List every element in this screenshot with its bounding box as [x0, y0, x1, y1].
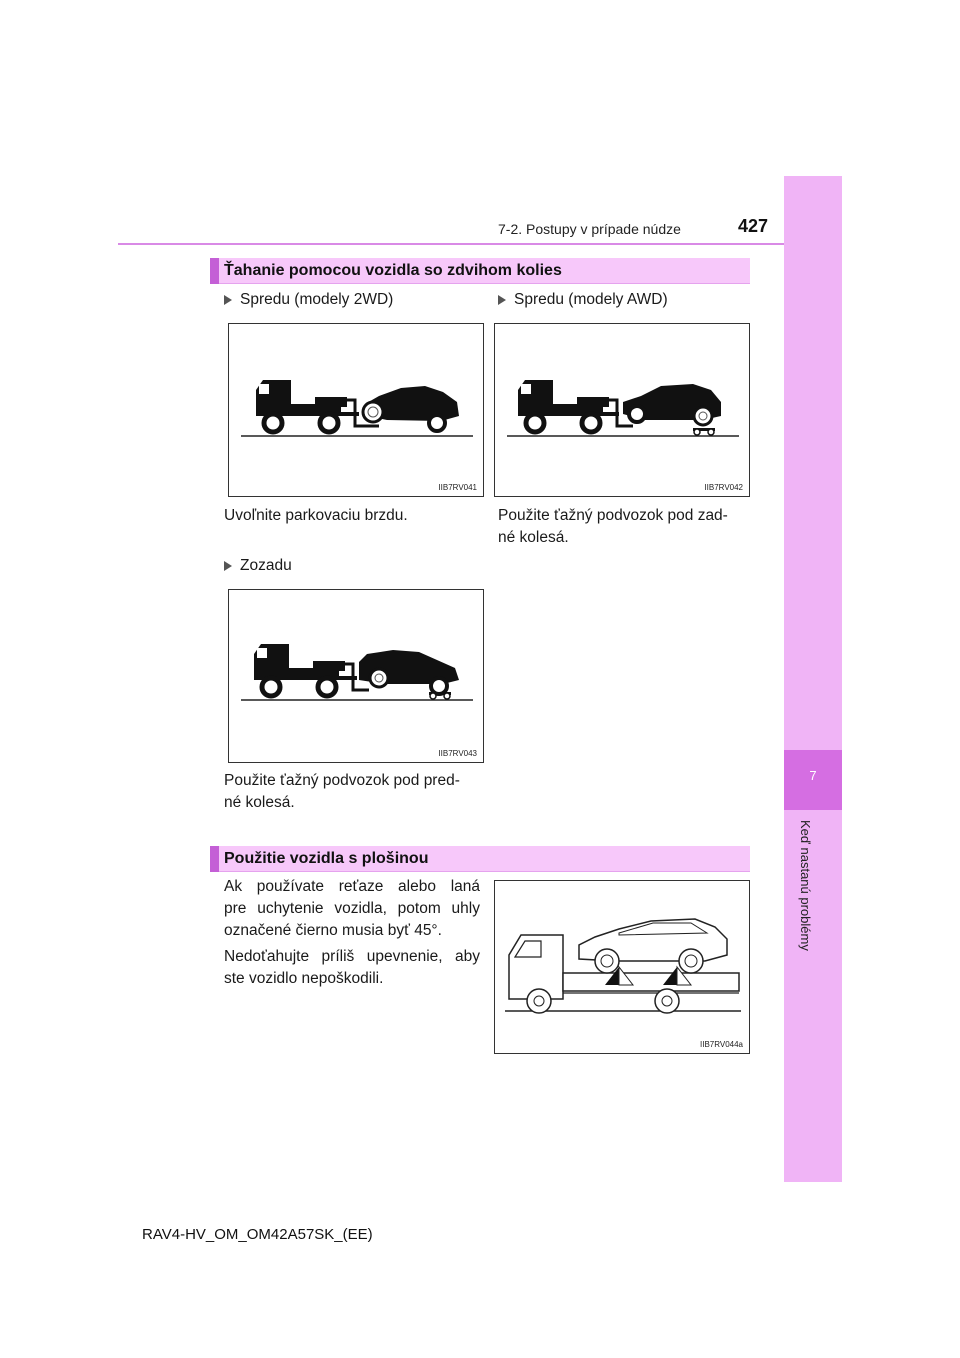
triangle-bullet-icon: [224, 561, 232, 571]
flatbed-paragraph-2: [224, 946, 480, 990]
bullet-front-2wd: [224, 291, 393, 309]
figure-code: IIB7RV044a: [700, 1040, 743, 1049]
document-code-footer: RAV4-HV_OM_OM42A57SK_(EE): [142, 1226, 373, 1243]
chapter-number: 7: [809, 768, 817, 783]
figure-code: IIB7RV041: [438, 483, 477, 492]
caption-line: Použite ťažný podvozok pod pred-: [224, 772, 460, 789]
caption-line: né kolesá.: [224, 794, 295, 811]
triangle-bullet-icon: [224, 295, 232, 305]
figure-code: IIB7RV042: [704, 483, 743, 492]
bullet-rear: [224, 557, 292, 575]
figure-flatbed: [494, 880, 750, 1054]
figure-front-awd: [494, 323, 750, 497]
header-rule: [118, 243, 784, 245]
section-heading-flatbed: [210, 846, 750, 872]
section-heading-wheel-lift: [210, 258, 750, 284]
paragraph-line: Nedoťahujte príliš upevnenie, aby: [224, 948, 480, 965]
section-header: 7-2. Postupy v prípade núdze: [498, 221, 681, 237]
caption-rear: [224, 770, 484, 814]
paragraph-line: ste vozidlo nepoškodili.: [224, 970, 384, 987]
tow-truck-front-awd-illustration: [495, 324, 751, 498]
paragraph-line: pre uchytenie vozidla, potom uhly: [224, 900, 480, 917]
caption-front-2wd: Uvoľnite parkovaciu brzdu.: [224, 507, 408, 524]
caption-line: Použite ťažný podvozok pod zad-: [498, 507, 728, 524]
caption-front-awd: [498, 505, 750, 549]
figure-rear: [228, 589, 484, 763]
triangle-bullet-icon: [498, 295, 506, 305]
flatbed-truck-illustration: [495, 881, 751, 1055]
caption-line: né kolesá.: [498, 529, 569, 546]
flatbed-paragraph-1: [224, 876, 480, 942]
tow-truck-front-2wd-illustration: [229, 324, 485, 498]
bullet-label: Spredu (modely AWD): [514, 291, 668, 308]
section-heading-text: Použitie vozidla s plošinou: [224, 850, 429, 867]
page-number: 427: [738, 216, 769, 236]
paragraph-line: označené čierno musia byť 45°.: [224, 922, 442, 939]
tow-truck-rear-illustration: [229, 590, 485, 764]
figure-front-2wd: [228, 323, 484, 497]
chapter-title: Keď nastanú problémy: [798, 820, 813, 951]
heading-accent-bar: [210, 846, 219, 872]
paragraph-line: Ak používate reťaze alebo laná: [224, 878, 480, 895]
figure-code: IIB7RV043: [438, 749, 477, 758]
section-heading-text: Ťahanie pomocou vozidla so zdvihom kolies: [224, 262, 562, 279]
heading-accent-bar: [210, 258, 219, 284]
bullet-label: Spredu (modely 2WD): [240, 291, 394, 308]
bullet-front-awd: [498, 291, 668, 309]
chapter-tab-strip: [784, 176, 842, 1182]
bullet-label: Zozadu: [240, 557, 292, 574]
